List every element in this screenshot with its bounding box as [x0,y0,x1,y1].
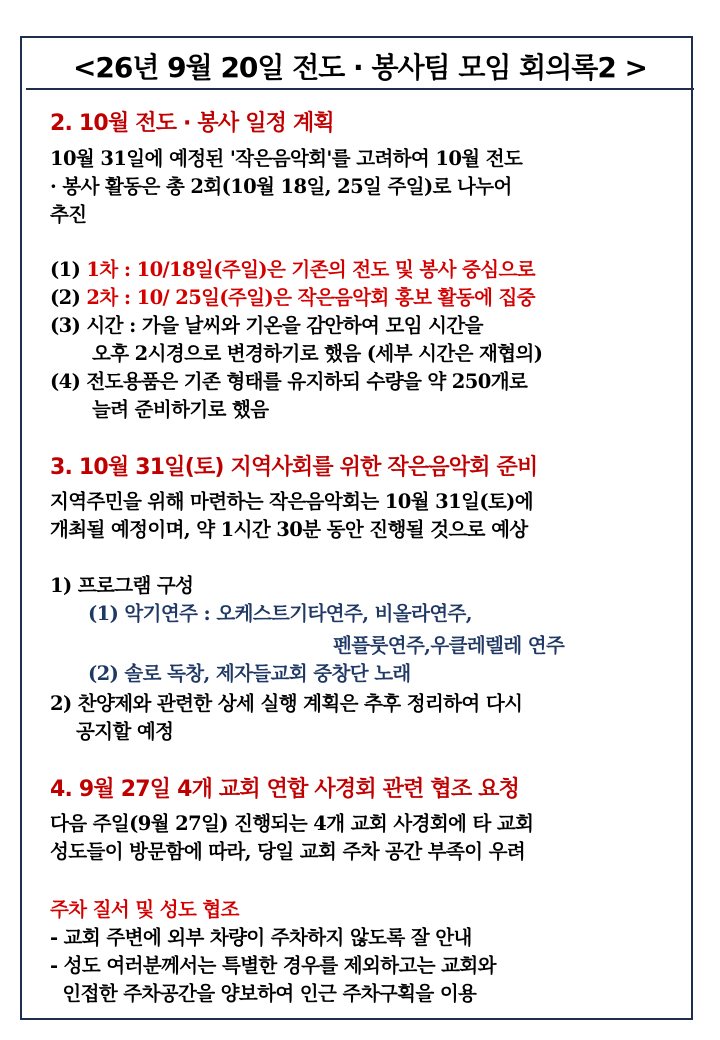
section3-item-2-cont: 공지할 예정 [76,720,174,743]
section2-intro-line1: 10월 31일에 예정된 '작은음악회'를 고려하여 10월 전도 [50,147,523,170]
section2-item-3: (3) 시간 : 가을 날씨와 기온을 감안하여 모임 시간을 [50,314,483,337]
parking-subheading: 주차 질서 및 성도 협조 [50,898,239,921]
section2-intro-line3: 추진 [50,203,87,226]
section4-intro-line2: 성도들이 방문함에 따라, 당일 교회 주차 공간 부족이 우려 [50,840,526,863]
program-item-2: (2) 솔로 독창, 제자들교회 중창단 노래 [88,662,411,685]
section3-item-2: 2) 찬양제와 관련한 상세 실행 계획은 추후 정리하여 다시 [50,692,523,715]
item-number: (1) [50,258,87,281]
parking-bullet-2: - 성도 여러분께서는 특별한 경우를 제외하고는 교회와 [50,954,496,977]
document-title: <26년 9월 20일 전도 · 봉사팀 모임 회의록2 > [69,46,651,86]
parking-bullet-1: - 교회 주변에 외부 차량이 주차하지 않도록 잘 안내 [50,926,472,949]
title-underline [26,88,694,90]
section3-heading: 3. 10월 31일(토) 지역사회를 위한 작은음악회 준비 [50,455,538,480]
parking-bullet-2-cont: 인접한 주차공간을 양보하여 인근 주차구획을 이용 [50,982,477,1005]
section2-item-3-cont: 오후 2시경으로 변경하기로 했음 (세부 시간은 재협의) [92,342,543,365]
section2-item-4-cont: 늘려 준비하기로 했음 [92,398,269,421]
program-item-1-cont: 펜플룻연주,우클레렐레 연주 [333,634,565,657]
document-title-bar [0,36,720,96]
section2-item-2 [50,284,535,312]
section2-heading: 2. 10월 전도 · 봉사 일정 계획 [50,111,334,136]
section4-heading: 4. 9월 27일 4개 교회 연합 사경회 관련 협조 요청 [50,777,520,802]
section2-item-1 [50,256,535,284]
item-text: 2차 : 10/ 25일(주일)은 작은음악회 홍보 활동에 집중 [86,286,535,309]
program-label: 1) 프로그램 구성 [50,574,194,597]
section2-intro-line2: · 봉사 활동은 총 2회(10월 18일, 25일 주일)로 나누어 [50,175,512,198]
section3-intro-line2: 개최될 예정이며, 약 1시간 30분 동안 진행될 것으로 예상 [50,518,528,541]
item-text: 1차 : 10/18일(주일)은 기존의 전도 및 봉사 중심으로 [86,258,535,281]
program-item-1: (1) 악기연주 : 오케스트기타연주, 비올라연주, [88,602,472,625]
section3-intro-line1: 지역주민을 위해 마련하는 작은음악회는 10월 31일(토)에 [50,490,534,513]
section4-intro-line1: 다음 주일(9월 27일) 진행되는 4개 교회 사경회에 타 교회 [50,812,534,835]
item-number: (2) [50,286,87,309]
section2-item-4: (4) 전도용품은 기존 형태를 유지하되 수량을 약 250개로 [50,370,528,393]
